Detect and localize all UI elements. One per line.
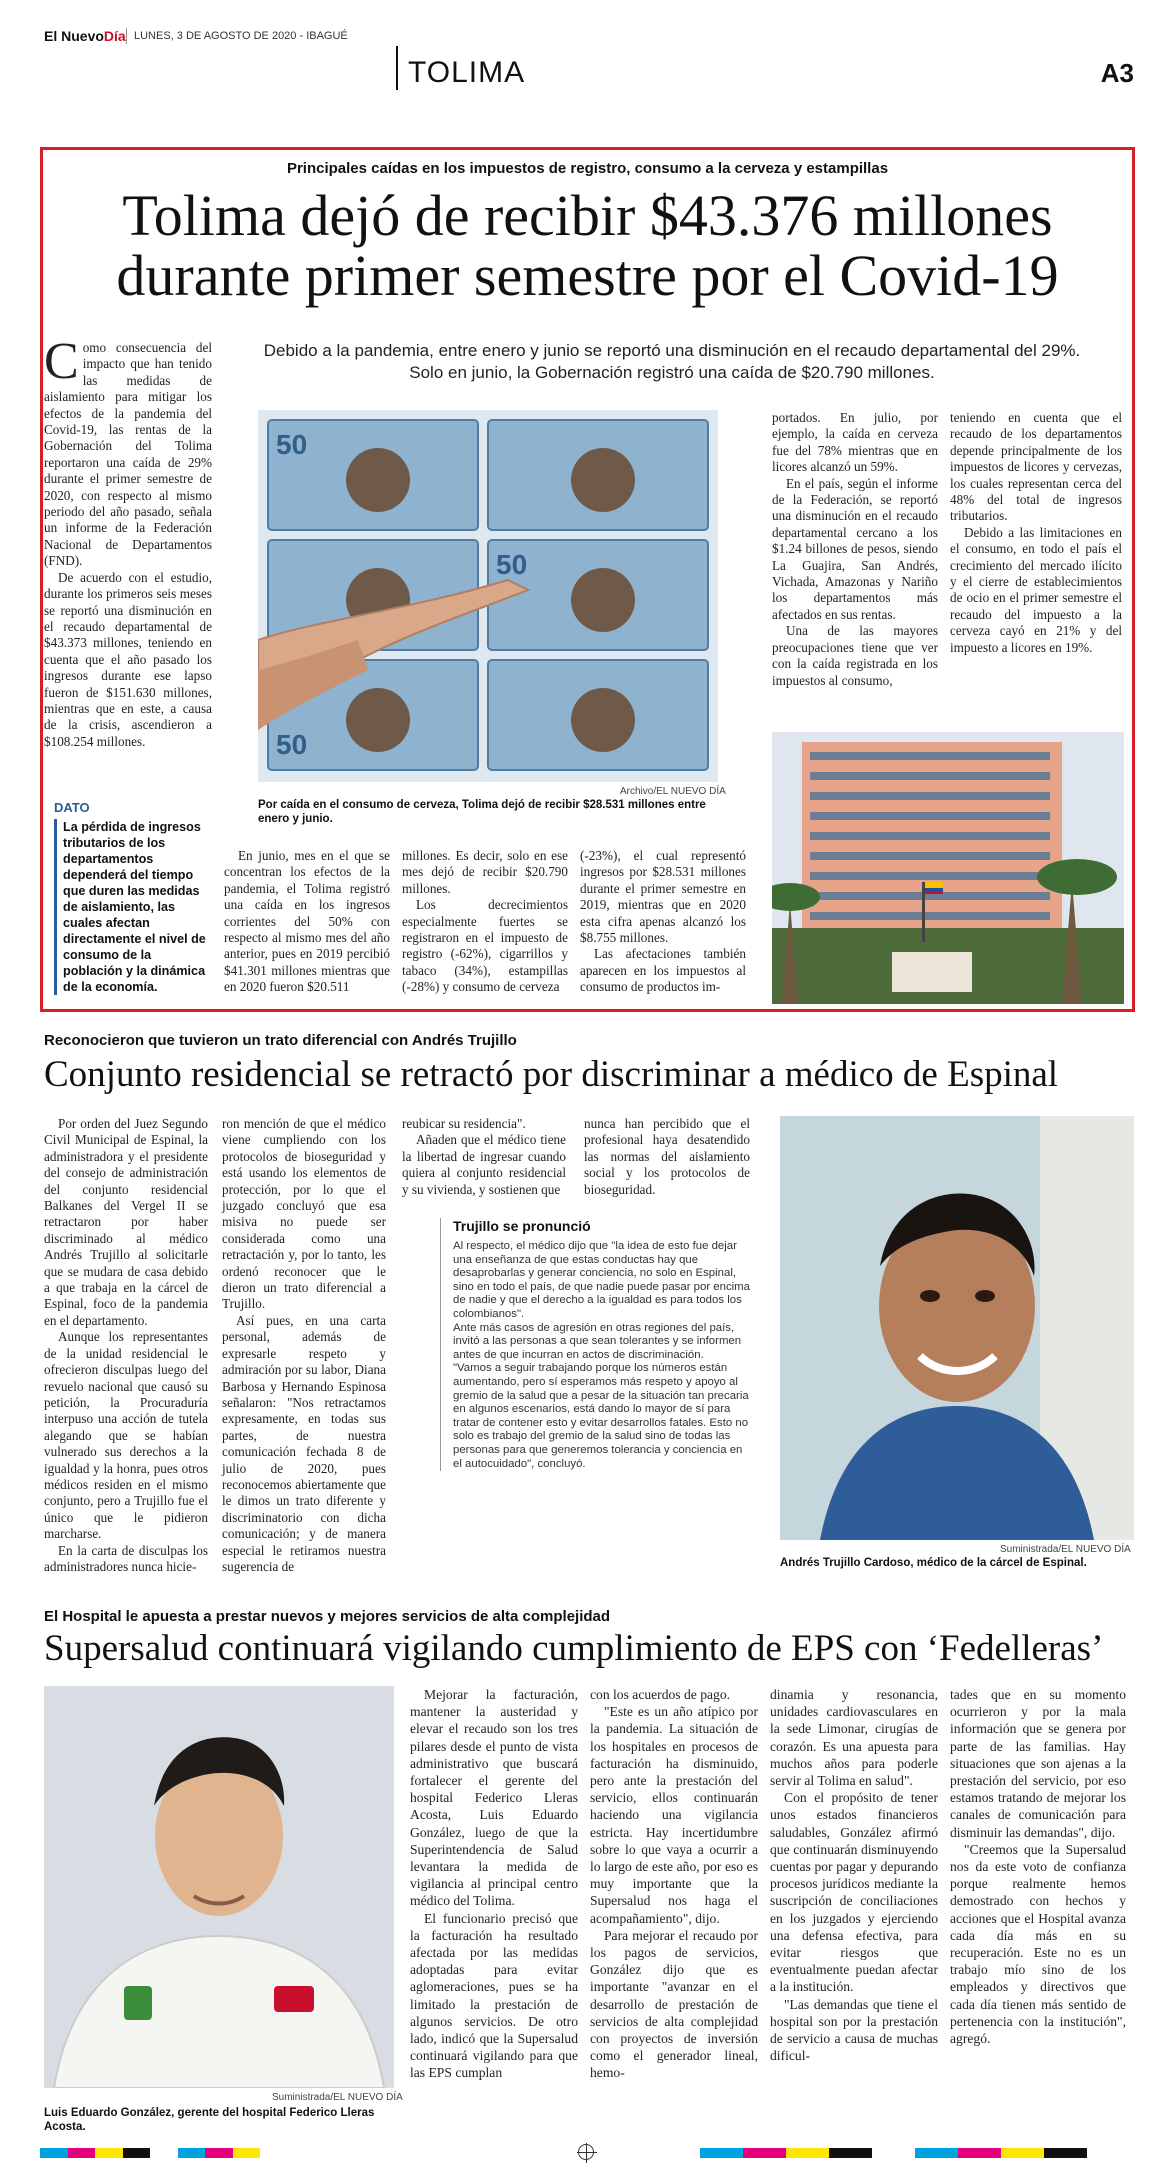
story-2-col1-p2: Aunque los representantes de la unidad residencial le ofrecieron disculpas luego del revuelo nacional que causó su petición, la Procuraduría interpuso una acción de tutela alegando que se habían vulnerado sus derechos a la igualdad y la honra, pues otros médicos residen en el mismo conjunto, pero a Trujillo fue el único que le pidieron marcharse. [44,1329,208,1542]
story-1-col1-p2: De acuerdo con el estudio, durante los primeros seis meses se reportó una disminución en el recaudo departamental de $43.373 millones, teniendo en cuenta que el año pasado los ingresos durante ese lapso fueron de $151.630 millones, mientras que en este, a causa de la crisis, ascendieron a $108.254 millones. [44,569,212,749]
publication-date: LUNES, 3 DE AGOSTO DE 2020 - IBAGUÉ [134,30,348,42]
story-2-col2-p1: ron mención de que el médico viene cumpliendo con los protocolos de bioseguridad y está usando los elementos de protección, por lo que el juzgado concluyó que esa misiva no puede ser considerada como una retractación y, por lo tanto, les ordenó reconocer que le dieron un trato diferencial a Trujillo. [222,1116,386,1312]
story-1-col5-p3: Una de las mayores preocupaciones tiene que ver con la caída registrada en los impuestos al consumo, [772,623,938,688]
story-1-col3-p1: millones. Es decir, solo en ese mes dejó de recibir $20.790 millones. [402,848,568,896]
story-3-col1-p2: El funcionario precisó que la facturación ha resultado afectada por las medidas adoptadas para evitar aglomeraciones, pues se ha limitado la prestación de algunos servicios. De otro lado, indicó que la Supersalud continuará vigilando para que las EPS cumplan [410,1910,578,2081]
story-3-col4-p2: "Creemos que la Supersalud nos da este voto de confianza porque realmente hemos demostrado con hechos y acciones que el Hospital avanza cada día más en su recuperación. Este no es un trabajo mío sino de los empleados y directivos que cada día tienen más sentido de pertenencia con la institución", agregó. [950,1841,1126,2047]
story-3-col1-p1: Mejorar la facturación, mantener la austeridad y elevar el recaudo son los tres pilares desde el punto de vista administrativo que buscará fortalecer el gerente del hospital Federico Lleras Acosta, Luis Eduardo González, luego de que la Superintendencia de Salud levantara la medida de vigilancia al principal centro médico del Tolima. [410,1687,578,1909]
photo-government-building [772,732,1124,1004]
story-1-col6-p2: Debido a las limitaciones en el consumo, en todo el país el crecimiento del mercado ilícito y el cierre de establecimientos de ocio en el primer semestre el recaudo del impuesto a la cerveza cayó en 21% y del impuesto a licores en 19%. [950,524,1122,655]
photo-3-caption: Luis Eduardo González, gerente del hospital Federico Lleras Acosta. [44,2107,375,2133]
story-3-col3-p2: Con el propósito de tener unos estados financieros saludables, González afirmó que continuarán disminuyendo cuentas por pagar y depurando procesos jurídicos mediante la suscripción de conciliaciones en los juzgados y ejerciendo una defensa efectiva, para evitar riesgos que eventualmente puedan afectar a la institución. [770,1790,938,1995]
story-3-col3-p1: dinamia y resonancia, unidades cardiovasculares en la sede Limonar, cirugías de corazón. Es una apuesta para muchos años para poderle servir al Tolima en salud". [770,1687,938,1789]
story-1-col5-p1: portados. En julio, por ejemplo, la caída en cerveza fue del 78% mientras que en licores alcanzó un 59%. [772,410,938,475]
story-1-headline [50,183,1125,308]
color-registration-strip-right [700,2148,1130,2158]
story-1-column-1 [44,333,212,750]
story-3-col2-p1: con los acuerdos de pago. [590,1687,731,1702]
story-1-col2-p1: En junio, mes en el que se concentran los efectos de la pandemia, el Tolima registró una caída en los ingresos corrientes del 50% con respecto al mismo mes del año anterior, pues en 2019 percibió $41.301 millones mientras que en 2020 fueron $20.511 [224,848,390,995]
story-2-headline: Conjunto residencial se retractó por discriminar a médico de Espinal [44,1054,1059,1095]
svg-text:50: 50 [496,549,528,580]
dato-box [54,800,214,995]
trujillo-box-p2: Ante más casos de agresión en otras regiones del país, invitó a las personas a que sean tolerantes y se informen antes de que incurran en actos de discriminación. [453,1321,742,1361]
story-3-column-2 [590,1686,758,2082]
story-1-col3-p2: Los decrecimientos especialmente fuertes se registraron en el impuesto de registro (-62%), cigarrillos y tabaco (34%), estampillas (-28%) y consumo de cerveza [402,897,568,995]
story-3-col2-p3: Para mejorar el recaudo por los pagos de servicios, González dijo que es importante "avanzar en el desarrollo de prestación de servicios de alta complejidad con proyectos de inversión como el generador lineal, hemo- [590,1927,758,2081]
story-1-column-6 [950,410,1122,656]
story-1-column-4 [580,848,746,996]
story-2-col2-p2: Así pues, en una carta personal, además de expresarle respeto y admiración por su labor, Diana Barbosa y Hernando Espinosa señalaron: "Nos retractamos expresamente, en todas sus partes, de nuestra comunicación fechada 8 de julio de 2020, pues reconocemos abiertamente que le dimos un trato diferente y discriminatorio con dicha comunicación; y de manera especial le retiramos nuestra sugerencia de [222,1312,386,1574]
story-1-deck: Debido a la pandemia, entre enero y junio se reportó una disminución en el recaudo departamental del 29%. Solo en junio, la Gobernación registró una caída de $20.790 millones. [263,341,1081,382]
photo-1-credit: Archivo/EL NUEVO DÍA [620,786,726,797]
story-1-col4-p2: Las afectaciones también aparecen en los impuestos al consumo de productos im- [580,946,746,995]
trujillo-box-title: Trujillo se pronunció [453,1218,591,1234]
dato-text: La pérdida de ingresos tributarios de los departamentos dependerá del tiempo que duren las medidas de aislamiento, las cuales afectan directamente el nivel de consumo de la población y la dinámica de la economía. [54,819,214,995]
banknotes-illustration [258,410,718,782]
section-name: TOLIMA [408,56,526,89]
logo-accent-text: Día [103,28,126,44]
story-3-headline: Supersalud continuará vigilando cumplimiento de EPS con ‘Fedelleras’ [44,1628,1104,1669]
manager-portrait-illustration [44,1686,394,2088]
story-1-headline-line-1: Tolima dejó de recibir $43.376 millones [122,183,1053,248]
story-3-col2-p2: "Este es un año atípico por la pandemia. La situación de los hospitales en procesos de facturación ha disminuido, pero ante la prestación del servicio, ellos continuarán haciendo una vigilancia estricta. Hay incertidumbre sobre lo que vaya a ocurrir a lo largo de este año, por eso es muy importante que la Supersalud nos haga el acompañamiento", dijo. [590,1704,758,1926]
color-registration-strip-left [40,2148,260,2158]
building-illustration [772,732,1124,1004]
story-1-col4-p1: (-23%), el cual representó ingresos por $28.531 millones durante el primer semestre en 2019, mientras que en 2020 esta cifra apenas alcanzó los $8.755 millones. [580,848,746,946]
photo-2-credit: Suministrada/EL NUEVO DÍA [1000,1544,1131,1555]
story-2-column-4 [584,1116,750,1198]
registration-crosshair-icon [578,2144,594,2160]
story-1-col5-p2: En el país, según el informe de la Federación, se reportó una disminución en el recaudo departamental cercano a los $1.24 billones de pesos, siendo La Guajira, San Andrés, Vichada, Amazonas y Nariño los departamentos más afectados en sus rentas. [772,475,938,622]
story-2-col4-p1: nunca han percibido que el profesional haya desatendido las normas del aislamiento social y los protocolos de bioseguridad. [584,1116,750,1197]
svg-text:50: 50 [276,729,308,760]
photo-3-credit: Suministrada/EL NUEVO DÍA [272,2092,403,2103]
story-2-col1-p3: En la carta de disculpas los administradores nunca hicie- [44,1542,208,1574]
story-3-kicker: El Hospital le apuesta a prestar nuevos y mejores servicios de alta complejidad [44,1608,611,1625]
dato-title: DATO [54,800,90,815]
masthead [44,26,1134,90]
photo-1-caption: Por caída en el consumo de cerveza, Tolima dejó de recibir $28.531 millones entre enero y junio. [258,799,706,825]
story-2-col3-p2: Añaden que el médico tiene la libertad de ingresar cuando quiera al conjunto residencial y su vivienda, y sostienen que [402,1132,566,1197]
masthead-divider [126,28,127,44]
photo-andres-trujillo [780,1116,1134,1540]
story-3-col4-p1: tades que en su momento ocurrieron y por la mala información que se genera por parte de las familias. Hay situaciones que son ajenas a la prestación del servicio, por eso estamos tratando de mejorar los canales de comunicación para disminuir las demandas", dijo. [950,1687,1126,1840]
newspaper-logo [44,28,126,44]
story-1-column-3 [402,848,568,996]
story-2-col3-p1: reubicar su residencia". [402,1116,526,1131]
logo-main-text: El Nuevo [44,28,104,44]
story-3-column-3 [770,1686,938,2064]
story-1-col1-p1 [44,333,212,570]
story-1-col1-p1-text: omo consecuencia del impacto que han tenido las medidas de aislamiento para mitigar los efectos de la pandemia del Covid-19, las rentas de la Gobernación del Tolima reportaron una caída de 29% durante el primer semestre de 2020, con respecto al mismo periodo del año pasado, señala un informe de la Federación Nacional de Departamentos (FND). [44,340,212,569]
story-3-column-4 [950,1686,1126,2047]
story-1-column-2 [224,848,390,996]
story-1-col6-p1: teniendo en cuenta que el recaudo de los departamentos depende principalmente de los impuestos de licores y cervezas, los cuales representan cerca del 48% del total de ingresos tributarios. [950,410,1122,524]
trujillo-box-p1: Al respecto, el médico dijo que "la idea de esto fue dejar una enseñanza de que estas conductas hay que desaprobarlas y generar conciencia, no solo en Espinal, sino en todo el país, de que nadie puede pasar por encima de nadie y que el derecho a la igualdad es para todos los colombianos". [453,1240,751,1320]
section-divider [396,46,398,90]
story-3-column-1 [410,1686,578,2082]
story-2-kicker: Reconocieron que tuvieron un trato diferencial con Andrés Trujillo [44,1032,517,1049]
page-number: A3 [1100,58,1134,88]
photo-2-caption: Andrés Trujillo Cardoso, médico de la cárcel de Espinal. [780,1557,1087,1569]
story-2-column-3 [402,1116,566,1198]
photo-luis-eduardo-gonzalez [44,1686,394,2088]
dropcap: C [44,333,79,390]
trujillo-box-p3: "Vamos a seguir trabajando porque los números están aumentando, pero sí esperamos más respeto y apoyo al gremio de la salud que a pesar de la situación tan precaria en algunos escenarios, está dando lo mayor de sí para tratar de contener esto y evitar desarrollos fatales. Esto no solo es trabajo del gremio de la salud sino de todas las personas para que generemos tolerancia y conciencia en el autocuidado", concluyó. [453,1362,749,1470]
story-1-kicker: Principales caídas en los impuestos de registro, consumo a la cerveza y estampillas [286,160,889,177]
story-1-headline-line-2: durante primer semestre por el Covid-19 [116,243,1059,308]
photo-banknotes [258,410,718,782]
story-2-col1-p1: Por orden del Juez Segundo Civil Municipal de Espinal, la administradora y el presidente del consejo de administración del conjunto residencial Balkanes del Vergel II se retractaron por haber discriminado al médico Andrés Trujillo al solicitarle que se mudara de casa debido a que trabaja en la cárcel de Espinal, foco de la pandemia en el departamento. [44,1116,208,1328]
story-3-col3-p3: "Las demandas que tiene el hospital son por la prestación de servicio a causa de muchas dificul- [770,1996,938,2064]
story-1-column-5 [772,410,938,689]
story-2-column-1 [44,1116,208,1575]
story-2-column-2 [222,1116,386,1575]
svg-text:50: 50 [276,429,308,460]
trujillo-box-body [453,1240,750,1471]
trujillo-sidebar-box [440,1218,750,1471]
doctor-portrait-illustration [780,1116,1134,1540]
